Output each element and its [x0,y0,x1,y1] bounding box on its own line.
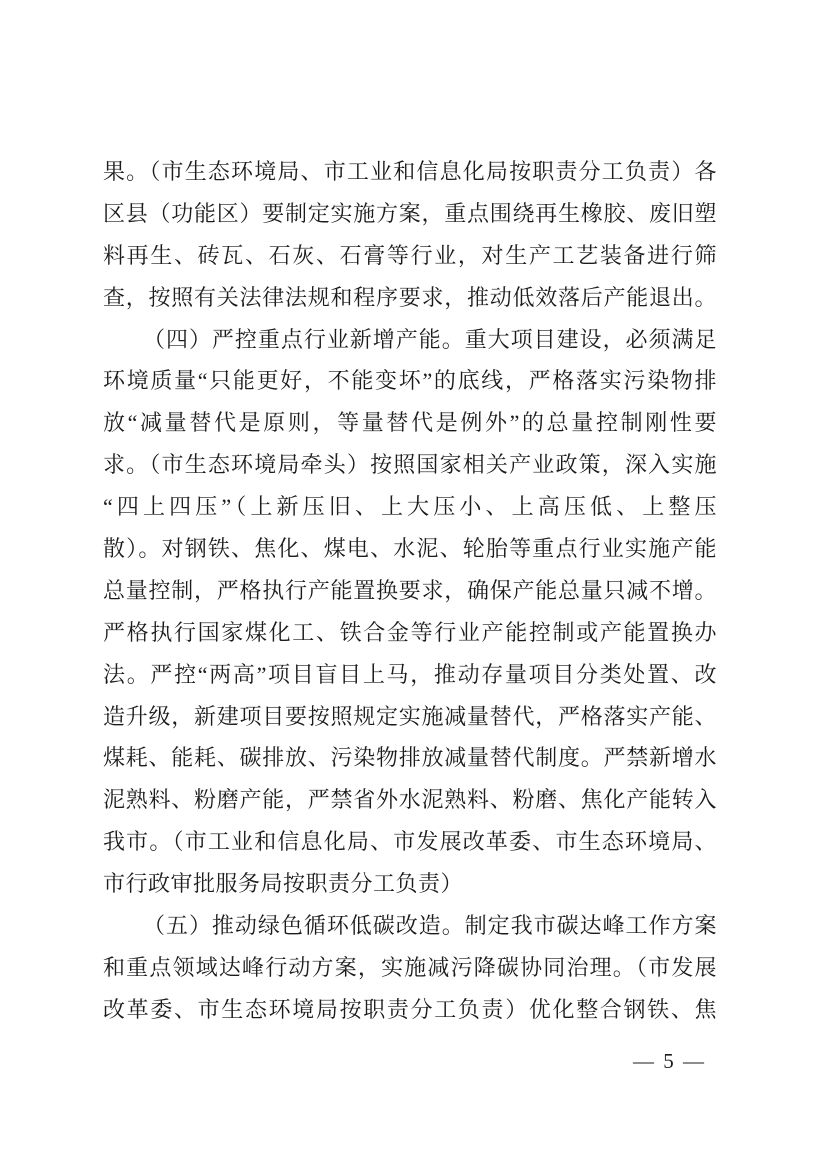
text-line: 果。（市生态环境局、市工业和信息化局按职责分工负责）各 [103,159,717,184]
text-line: “四上四压”（上新压旧、上大压小、上高压低、上整压 [103,494,717,520]
text-line: （五）推动绿色循环低碳改造。制定我市碳达峰工作方案 [143,913,717,939]
document-body [103,151,717,1031]
text-line: 区县（功能区）要制定实施方案，重点围绕再生橡胶、废旧塑 [103,200,717,226]
page-number: — 5 — [633,1049,706,1073]
text-line: 散）。对钢铁、焦化、煤电、水泥、轮胎等重点行业实施产能 [103,536,717,562]
text-line: 放“减量替代是原则，等量替代是例外”的总量控制刚性要 [103,410,717,436]
text-line: （四）严控重点行业新增产能。重大项目建设，必须满足 [143,326,717,352]
text-line: 造升级，新建项目要按照规定实施减量替代，严格落实产能、 [103,703,717,729]
text-line: 查，按照有关法律法规和程序要求，推动低效落后产能退出。 [103,284,717,310]
text-line: 求。（市生态环境局牵头）按照国家相关产业政策，深入实施 [103,452,717,478]
text-line: 和重点领域达峰行动方案，实施减污降碳协同治理。（市发展 [103,954,717,980]
text-line: 市行政审批服务局按职责分工负责） [103,871,464,897]
text-line: 泥熟料、粉磨产能，严禁省外水泥熟料、粉磨、焦化产能转入 [103,787,717,813]
text-line: 严格执行国家煤化工、铁合金等行业产能控制或产能置换办 [103,619,717,645]
text-line: 总量控制，严格执行产能置换要求，确保产能总量只减不增。 [103,577,717,603]
text-line: 煤耗、能耗、碳排放、污染物排放减量替代制度。严禁新增水 [103,745,717,771]
text-line: 法。严控“两高”项目盲目上马，推动存量项目分类处置、改 [103,661,717,687]
text-line: 改革委、市生态环境局按职责分工负责）优化整合钢铁、焦 [103,996,717,1022]
text-line: 料再生、砖瓦、石灰、石膏等行业，对生产工艺装备进行筛 [103,242,717,268]
text-line: 环境质量“只能更好，不能变坏”的底线，严格落实污染物排 [103,368,717,394]
text-line: 我市。（市工业和信息化局、市发展改革委、市生态环境局、 [103,829,717,855]
